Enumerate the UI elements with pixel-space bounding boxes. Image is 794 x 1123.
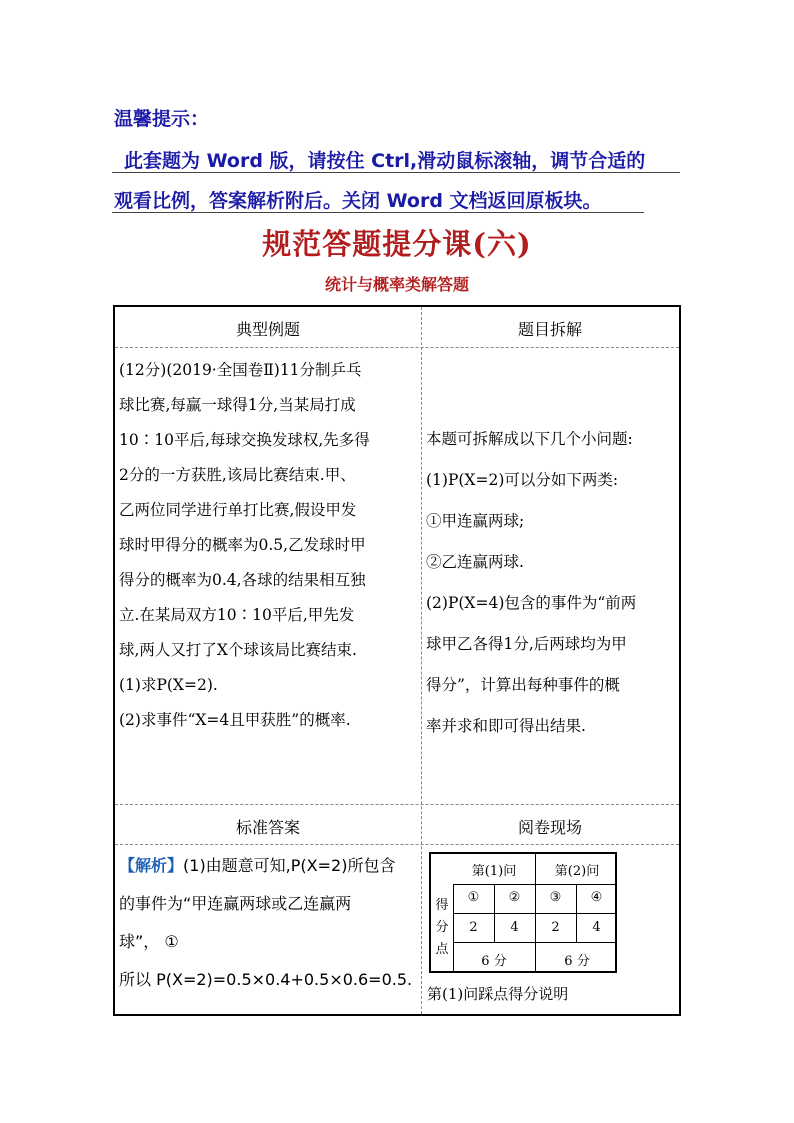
breakdown-line: (1)P(X=2)可以分如下两类: [426,471,619,489]
score-total-2: 6 分 [564,954,590,969]
analysis-tag: 【解析】 [119,856,184,875]
score-row-label: 分 [435,920,449,935]
answer-line-3: 球”， ① [119,932,179,951]
problem-line: (12分)(2019·全国卷Ⅱ)11分制乒乓 [119,361,362,379]
score-note: 第(1)问踩点得分说明 [427,985,569,1003]
header-standard-answer: 标准答案 [235,818,300,837]
problem-line: 10∶10平后,每球交换发球权,先多得 [119,431,370,449]
tip-underline-1 [112,172,680,173]
breakdown-line: 本题可拆解成以下几个小问题: [426,430,633,448]
score-part-2: 第(2)问 [554,864,600,879]
tip-underline-2 [112,212,644,213]
tip-heading: 温馨提示： [114,108,210,130]
header-typical-example: 典型例题 [235,320,300,339]
score-value: 2 [551,920,560,935]
answer-line-4: 所以 P(X=2)=0.5×0.4+0.5×0.6=0.5. [119,970,413,989]
score-row-label: 得 [435,898,449,913]
score-point: ① [467,890,480,905]
problem-line: 球时甲得分的概率为0.5,乙发球时甲 [119,536,366,554]
breakdown-line: 得分”，计算出每种事件的概 [426,676,620,694]
breakdown-line: ②乙连赢两球. [426,553,524,571]
score-row-label: 点 [435,942,449,957]
score-value: 2 [469,920,478,935]
section-divider [115,804,679,805]
problem-line: (2)求事件“X=4且甲获胜”的概率. [119,711,351,729]
answer-line-2: 的事件为“甲连赢两球或乙连赢两 [119,894,352,913]
score-point: ③ [549,890,562,905]
page-title: 规范答题提分课(六) [262,227,532,261]
problem-line: 乙两位同学进行单打比赛,假设甲发 [119,501,357,519]
score-point: ④ [590,890,603,905]
header-breakdown: 题目拆解 [517,320,582,339]
score-value: 4 [510,920,519,935]
column-divider [421,307,422,1014]
answer-line-1: 【解析】(1)由题意可知,P(X=2)所包含 [119,856,396,875]
score-point: ② [508,890,521,905]
problem-line: (1)求P(X=2). [119,676,218,694]
breakdown-line: ①甲连赢两球; [426,512,525,530]
header-divider-2 [115,844,679,845]
answer-text [119,847,412,999]
problem-line: 球比赛,每赢一球得1分,当某局打成 [119,396,356,414]
header-divider [115,347,679,348]
score-total-1: 6 分 [481,954,507,969]
score-value: 4 [592,920,601,935]
score-table [429,852,617,973]
breakdown-line: 率并求和即可得出结果. [426,717,586,735]
problem-line: 2分的一方获胜,该局比赛结束.甲、 [119,466,356,484]
page-subtitle: 统计与概率类解答题 [324,275,469,294]
breakdown-line: (2)P(X=4)包含的事件为“前两 [426,594,637,612]
problem-line: 球,两人又打了X个球该局比赛结束. [119,641,357,659]
problem-line: 得分的概率为0.4,各球的结果相互独 [119,571,366,589]
problem-text [119,353,370,738]
tip-line-2: 观看比例，答案解析附后。关闭 Word 文档返回原板块。 [114,190,602,212]
breakdown-text [426,419,636,747]
tip-line-1: 此套题为 Word 版，请按住 Ctrl,滑动鼠标滚轴，调节合适的 [124,150,646,172]
main-table [113,305,681,1016]
score-part-1: 第(1)问 [471,864,517,879]
breakdown-line: 球甲乙各得1分,后两球均为甲 [426,635,627,653]
problem-line: 立.在某局双方10∶10平后,甲先发 [119,606,355,624]
header-grading-scene: 阅卷现场 [517,818,582,837]
